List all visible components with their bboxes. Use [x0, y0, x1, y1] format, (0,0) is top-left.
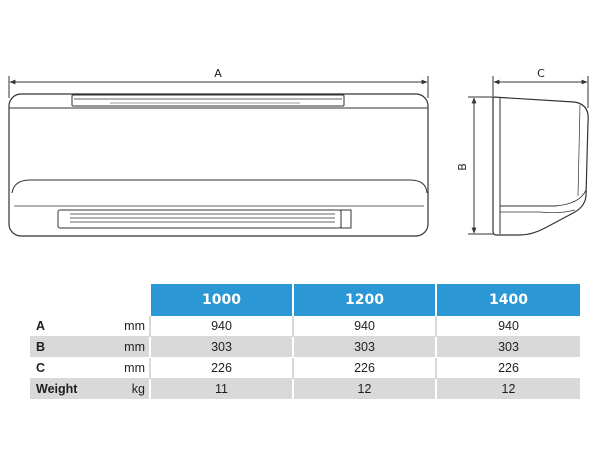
table-cell: 12 — [436, 379, 580, 400]
table-cell: 226 — [150, 358, 293, 379]
param-name: A — [30, 316, 90, 337]
top-louver — [72, 95, 344, 106]
model-header-row — [30, 284, 580, 316]
table-row-b — [30, 337, 580, 358]
table-cell: 226 — [293, 358, 436, 379]
param-name: Weight — [30, 379, 90, 400]
dim-b-label: B — [456, 163, 469, 171]
table-cell: 12 — [293, 379, 436, 400]
param-unit: mm — [90, 337, 150, 358]
model-header: 1200 — [293, 284, 436, 316]
table-cell: 303 — [293, 337, 436, 358]
bottom-outlet — [58, 210, 341, 228]
table-cell: 940 — [436, 316, 580, 337]
table-cell: 11 — [150, 379, 293, 400]
table-row-c — [30, 358, 580, 379]
table-cell: 303 — [436, 337, 580, 358]
side-outlet-curve — [500, 210, 575, 213]
table-cell: 940 — [150, 316, 293, 337]
param-name: C — [30, 358, 90, 379]
table-row-a — [30, 316, 580, 337]
dim-a-label: A — [214, 67, 222, 80]
param-unit: mm — [90, 316, 150, 337]
specification-table — [30, 284, 580, 400]
unit-front-body — [9, 94, 428, 236]
unit-side-profile — [493, 97, 588, 235]
table-cell: 303 — [150, 337, 293, 358]
side-view — [468, 76, 588, 235]
model-header: 1400 — [436, 284, 580, 316]
table-row-weight — [30, 379, 580, 400]
front-view — [9, 76, 428, 236]
side-inner-edge — [578, 105, 580, 196]
header-blank — [30, 284, 90, 316]
front-panel-lower — [12, 180, 427, 193]
param-unit: mm — [90, 358, 150, 379]
bottom-outlet-right-cap — [341, 210, 351, 228]
side-lower-curve — [500, 190, 586, 206]
dim-c-label: C — [537, 67, 545, 80]
header-blank — [90, 284, 150, 316]
table-cell: 226 — [436, 358, 580, 379]
model-header: 1000 — [150, 284, 293, 316]
table-cell: 940 — [293, 316, 436, 337]
param-name: B — [30, 337, 90, 358]
param-unit: kg — [90, 379, 150, 400]
